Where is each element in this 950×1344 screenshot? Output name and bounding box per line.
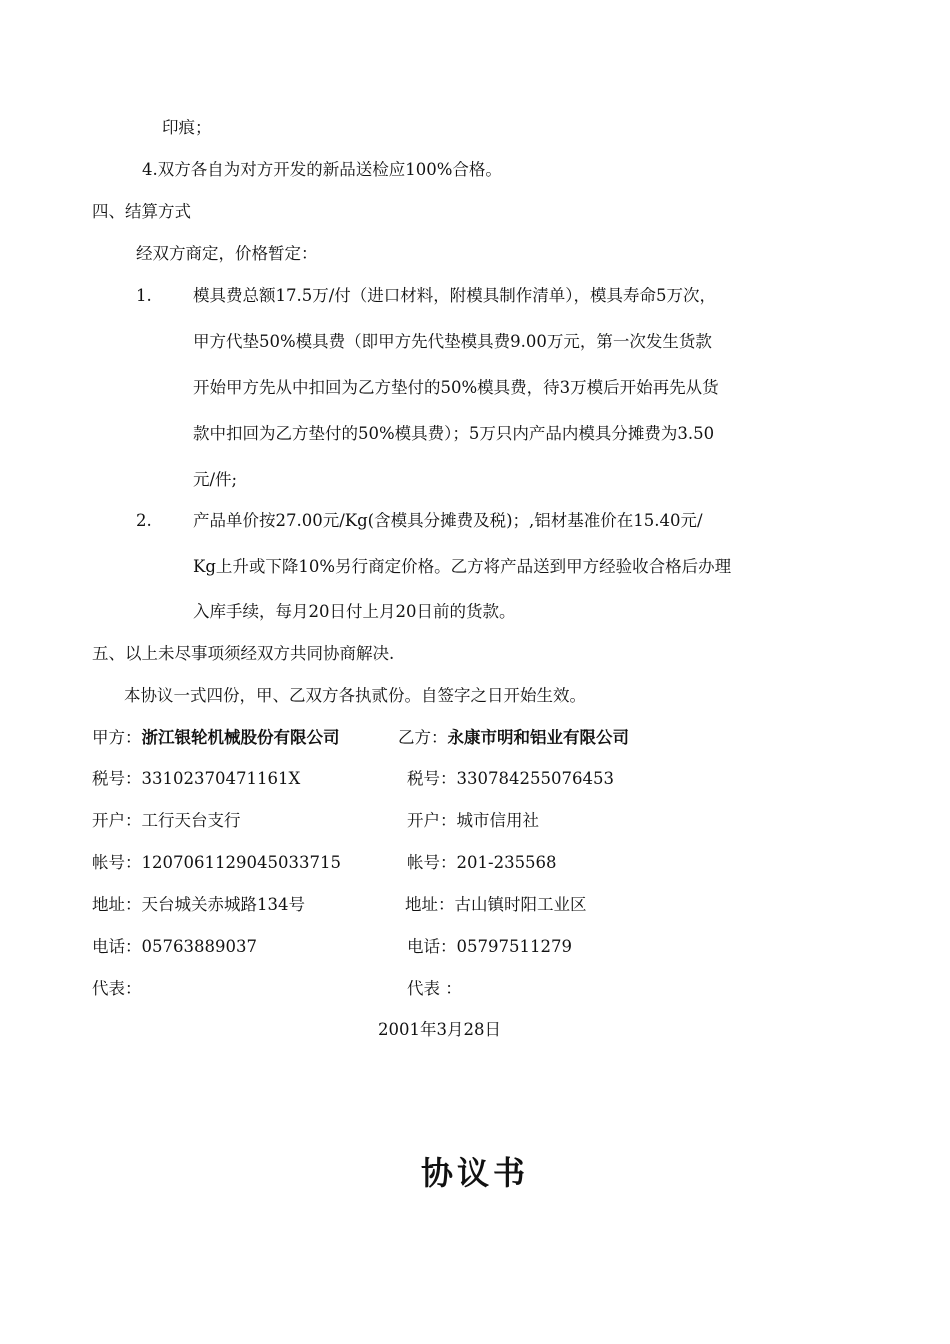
- section-4-intro: 经双方商定，价格暂定：: [136, 244, 318, 263]
- point-1-line-2: 甲方代垫50%模具费（即甲方先代垫模具费9.00万元，第一次发生货款: [193, 332, 712, 351]
- party-a-address: 地址：天台城关赤城路134号: [92, 895, 305, 914]
- point-2-line-1: 产品单价按27.00元/Kg(含模具分摊费及税)；,铝材基准价在15.40元/: [193, 511, 703, 530]
- point-1-line-3: 开始甲方先从中扣回为乙方垫付的50%模具费，待3万模后开始再先从货: [193, 378, 719, 397]
- point-1-number: 1.: [136, 286, 152, 305]
- party-a-tax: 税号：33102370471161X: [92, 769, 301, 788]
- party-b-representative: 代表 ：: [407, 979, 462, 998]
- copies-clause: 本协议一式四份，甲、乙双方各执贰份。自签字之日开始生效。: [124, 686, 586, 705]
- continuation-text: 印痕；: [162, 118, 212, 137]
- party-b-address: 地址：古山镇时阳工业区: [405, 895, 587, 914]
- party-b-bank: 开户：城市信用社: [407, 811, 539, 830]
- party-a-bank: 开户：工行天台支行: [92, 811, 241, 830]
- party-b-name-row: [398, 727, 629, 749]
- point-1-line-1: 模具费总额17.5万/付（进口材料，附模具制作清单），模具寿命5万次，: [193, 286, 717, 305]
- party-a-name: 浙江银轮机械股份有限公司: [141, 728, 340, 747]
- point-1-line-4: 款中扣回为乙方垫付的50%模具费）；5万只内产品内模具分摊费为3.50: [193, 424, 715, 443]
- signing-date: 2001年3月28日: [378, 1020, 501, 1039]
- section-4-heading: 四、结算方式: [92, 202, 191, 221]
- section-5: 五、以上未尽事项须经双方共同协商解决.: [92, 644, 395, 663]
- party-b-label: 乙方：: [398, 728, 448, 747]
- party-b-phone: 电话：05797511279: [407, 937, 572, 956]
- party-a-name-row: [92, 727, 340, 749]
- point-2-number: 2.: [136, 511, 152, 530]
- item-4: 4.双方各自为对方开发的新品送检应100%合格。: [142, 160, 502, 179]
- party-b-tax: 税号：330784255076453: [407, 769, 614, 788]
- party-a-representative: 代表：: [92, 979, 142, 998]
- next-document-title: 协议书: [420, 1154, 529, 1192]
- party-a-label: 甲方：: [92, 728, 142, 747]
- point-2-line-3: 入库手续，每月20日付上月20日前的货款。: [193, 602, 516, 621]
- party-a-account: 帐号：1207061129045033715: [92, 853, 341, 872]
- point-1-line-5: 元/件;: [193, 470, 238, 489]
- party-b-account: 帐号：201-235568: [407, 853, 557, 872]
- party-b-name: 永康市明和铝业有限公司: [447, 728, 629, 747]
- point-2-line-2: Kg上升或下降10%另行商定价格。乙方将产品送到甲方经验收合格后办理: [193, 557, 732, 576]
- party-a-phone: 电话：05763889037: [92, 937, 257, 956]
